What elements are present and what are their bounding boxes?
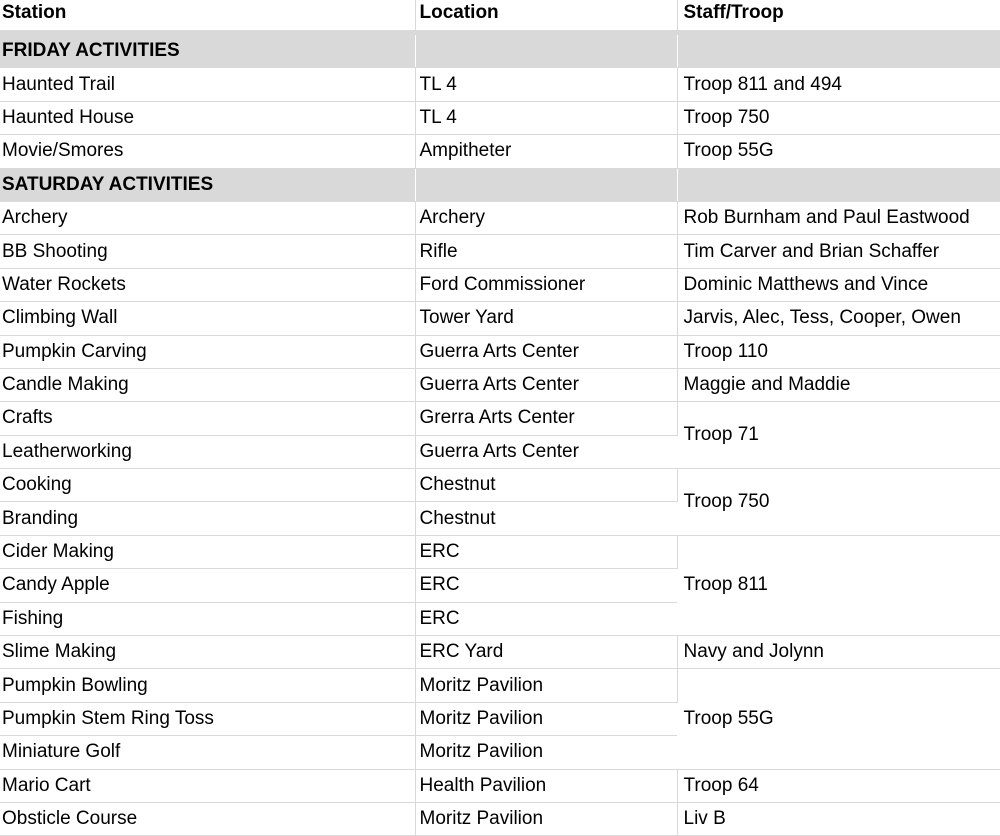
table-row bbox=[0, 636, 1000, 669]
location-cell[interactable]: Ampitheter bbox=[415, 135, 677, 168]
station-cell[interactable]: Water Rockets bbox=[0, 268, 415, 301]
staff-cell[interactable]: Navy and Jolynn bbox=[677, 636, 1000, 669]
location-cell[interactable]: Guerra Arts Center bbox=[415, 435, 677, 468]
station-cell[interactable]: Branding bbox=[0, 502, 415, 535]
staff-cell[interactable]: Liv B bbox=[677, 802, 1000, 835]
table-cell[interactable] bbox=[415, 168, 677, 201]
station-cell[interactable]: Pumpkin Stem Ring Toss bbox=[0, 702, 415, 735]
staff-cell-merged[interactable]: Troop 811 bbox=[677, 535, 1000, 635]
staff-cell[interactable]: Dominic Matthews and Vince bbox=[677, 268, 1000, 301]
station-cell[interactable]: Archery bbox=[0, 201, 415, 234]
location-cell[interactable]: Health Pavilion bbox=[415, 769, 677, 802]
location-cell[interactable]: ERC bbox=[415, 569, 677, 602]
table-row bbox=[0, 101, 1000, 134]
table-row bbox=[0, 802, 1000, 835]
table-row bbox=[0, 68, 1000, 101]
location-cell[interactable]: Moritz Pavilion bbox=[415, 802, 677, 835]
table-cell[interactable] bbox=[677, 168, 1000, 201]
station-cell[interactable]: Fishing bbox=[0, 602, 415, 635]
staff-cell[interactable]: Rob Burnham and Paul Eastwood bbox=[677, 201, 1000, 234]
station-cell[interactable]: Obsticle Course bbox=[0, 802, 415, 835]
table-row bbox=[0, 335, 1000, 368]
station-cell[interactable]: Crafts bbox=[0, 402, 415, 435]
location-cell[interactable]: ERC bbox=[415, 602, 677, 635]
location-cell[interactable]: Rifle bbox=[415, 235, 677, 268]
station-cell[interactable]: BB Shooting bbox=[0, 235, 415, 268]
station-cell[interactable]: Pumpkin Carving bbox=[0, 335, 415, 368]
location-cell[interactable]: Grerra Arts Center bbox=[415, 402, 677, 435]
location-cell[interactable]: Chestnut bbox=[415, 469, 677, 502]
location-cell[interactable]: Guerra Arts Center bbox=[415, 368, 677, 401]
table-cell[interactable] bbox=[677, 33, 1000, 68]
station-cell[interactable]: Mario Cart bbox=[0, 769, 415, 802]
location-cell[interactable]: Ford Commissioner bbox=[415, 268, 677, 301]
station-cell[interactable]: Candle Making bbox=[0, 368, 415, 401]
station-cell[interactable]: Candy Apple bbox=[0, 569, 415, 602]
location-cell[interactable]: Guerra Arts Center bbox=[415, 335, 677, 368]
location-cell[interactable]: Archery bbox=[415, 201, 677, 234]
location-cell[interactable]: Moritz Pavilion bbox=[415, 702, 677, 735]
location-cell[interactable]: ERC Yard bbox=[415, 636, 677, 669]
staff-cell[interactable]: Troop 64 bbox=[677, 769, 1000, 802]
section-row-friday bbox=[0, 33, 1000, 68]
section-row-saturday bbox=[0, 168, 1000, 201]
location-cell[interactable]: TL 4 bbox=[415, 101, 677, 134]
header-location[interactable]: Location bbox=[415, 0, 677, 33]
staff-cell[interactable]: Jarvis, Alec, Tess, Cooper, Owen bbox=[677, 302, 1000, 335]
table-row bbox=[0, 469, 1000, 502]
station-cell[interactable]: Cider Making bbox=[0, 535, 415, 568]
table-row bbox=[0, 268, 1000, 301]
header-staff-troop[interactable]: Staff/Troop bbox=[677, 0, 1000, 33]
station-cell[interactable]: Haunted House bbox=[0, 101, 415, 134]
staff-cell[interactable]: Maggie and Maddie bbox=[677, 368, 1000, 401]
station-cell[interactable]: Pumpkin Bowling bbox=[0, 669, 415, 702]
section-title[interactable]: SATURDAY ACTIVITIES bbox=[0, 168, 415, 201]
table-row bbox=[0, 235, 1000, 268]
station-cell[interactable]: Haunted Trail bbox=[0, 68, 415, 101]
staff-cell[interactable]: Troop 55G bbox=[677, 135, 1000, 168]
location-cell[interactable]: TL 4 bbox=[415, 68, 677, 101]
table-row bbox=[0, 135, 1000, 168]
staff-cell[interactable]: Tim Carver and Brian Schaffer bbox=[677, 235, 1000, 268]
table-row bbox=[0, 368, 1000, 401]
table-row bbox=[0, 769, 1000, 802]
location-cell[interactable]: Tower Yard bbox=[415, 302, 677, 335]
staff-cell[interactable]: Troop 110 bbox=[677, 335, 1000, 368]
station-cell[interactable]: Climbing Wall bbox=[0, 302, 415, 335]
location-cell[interactable]: Chestnut bbox=[415, 502, 677, 535]
station-cell[interactable]: Movie/Smores bbox=[0, 135, 415, 168]
table-cell[interactable] bbox=[415, 33, 677, 68]
station-cell[interactable]: Miniature Golf bbox=[0, 736, 415, 769]
table-row bbox=[0, 201, 1000, 234]
table-row bbox=[0, 302, 1000, 335]
table-row bbox=[0, 402, 1000, 435]
staff-cell[interactable]: Troop 811 and 494 bbox=[677, 68, 1000, 101]
location-cell[interactable]: ERC bbox=[415, 535, 677, 568]
table-row bbox=[0, 535, 1000, 568]
station-cell[interactable]: Leatherworking bbox=[0, 435, 415, 468]
staff-cell-merged[interactable]: Troop 55G bbox=[677, 669, 1000, 769]
staff-cell-merged[interactable]: Troop 750 bbox=[677, 469, 1000, 536]
header-row bbox=[0, 0, 1000, 33]
station-cell[interactable]: Cooking bbox=[0, 469, 415, 502]
location-cell[interactable]: Moritz Pavilion bbox=[415, 669, 677, 702]
header-station[interactable]: Station bbox=[0, 0, 415, 33]
table-row bbox=[0, 669, 1000, 702]
staff-cell-merged[interactable]: Troop 71 bbox=[677, 402, 1000, 469]
section-title[interactable]: FRIDAY ACTIVITIES bbox=[0, 33, 415, 68]
location-cell[interactable]: Moritz Pavilion bbox=[415, 736, 677, 769]
station-cell[interactable]: Slime Making bbox=[0, 636, 415, 669]
staff-cell[interactable]: Troop 750 bbox=[677, 101, 1000, 134]
